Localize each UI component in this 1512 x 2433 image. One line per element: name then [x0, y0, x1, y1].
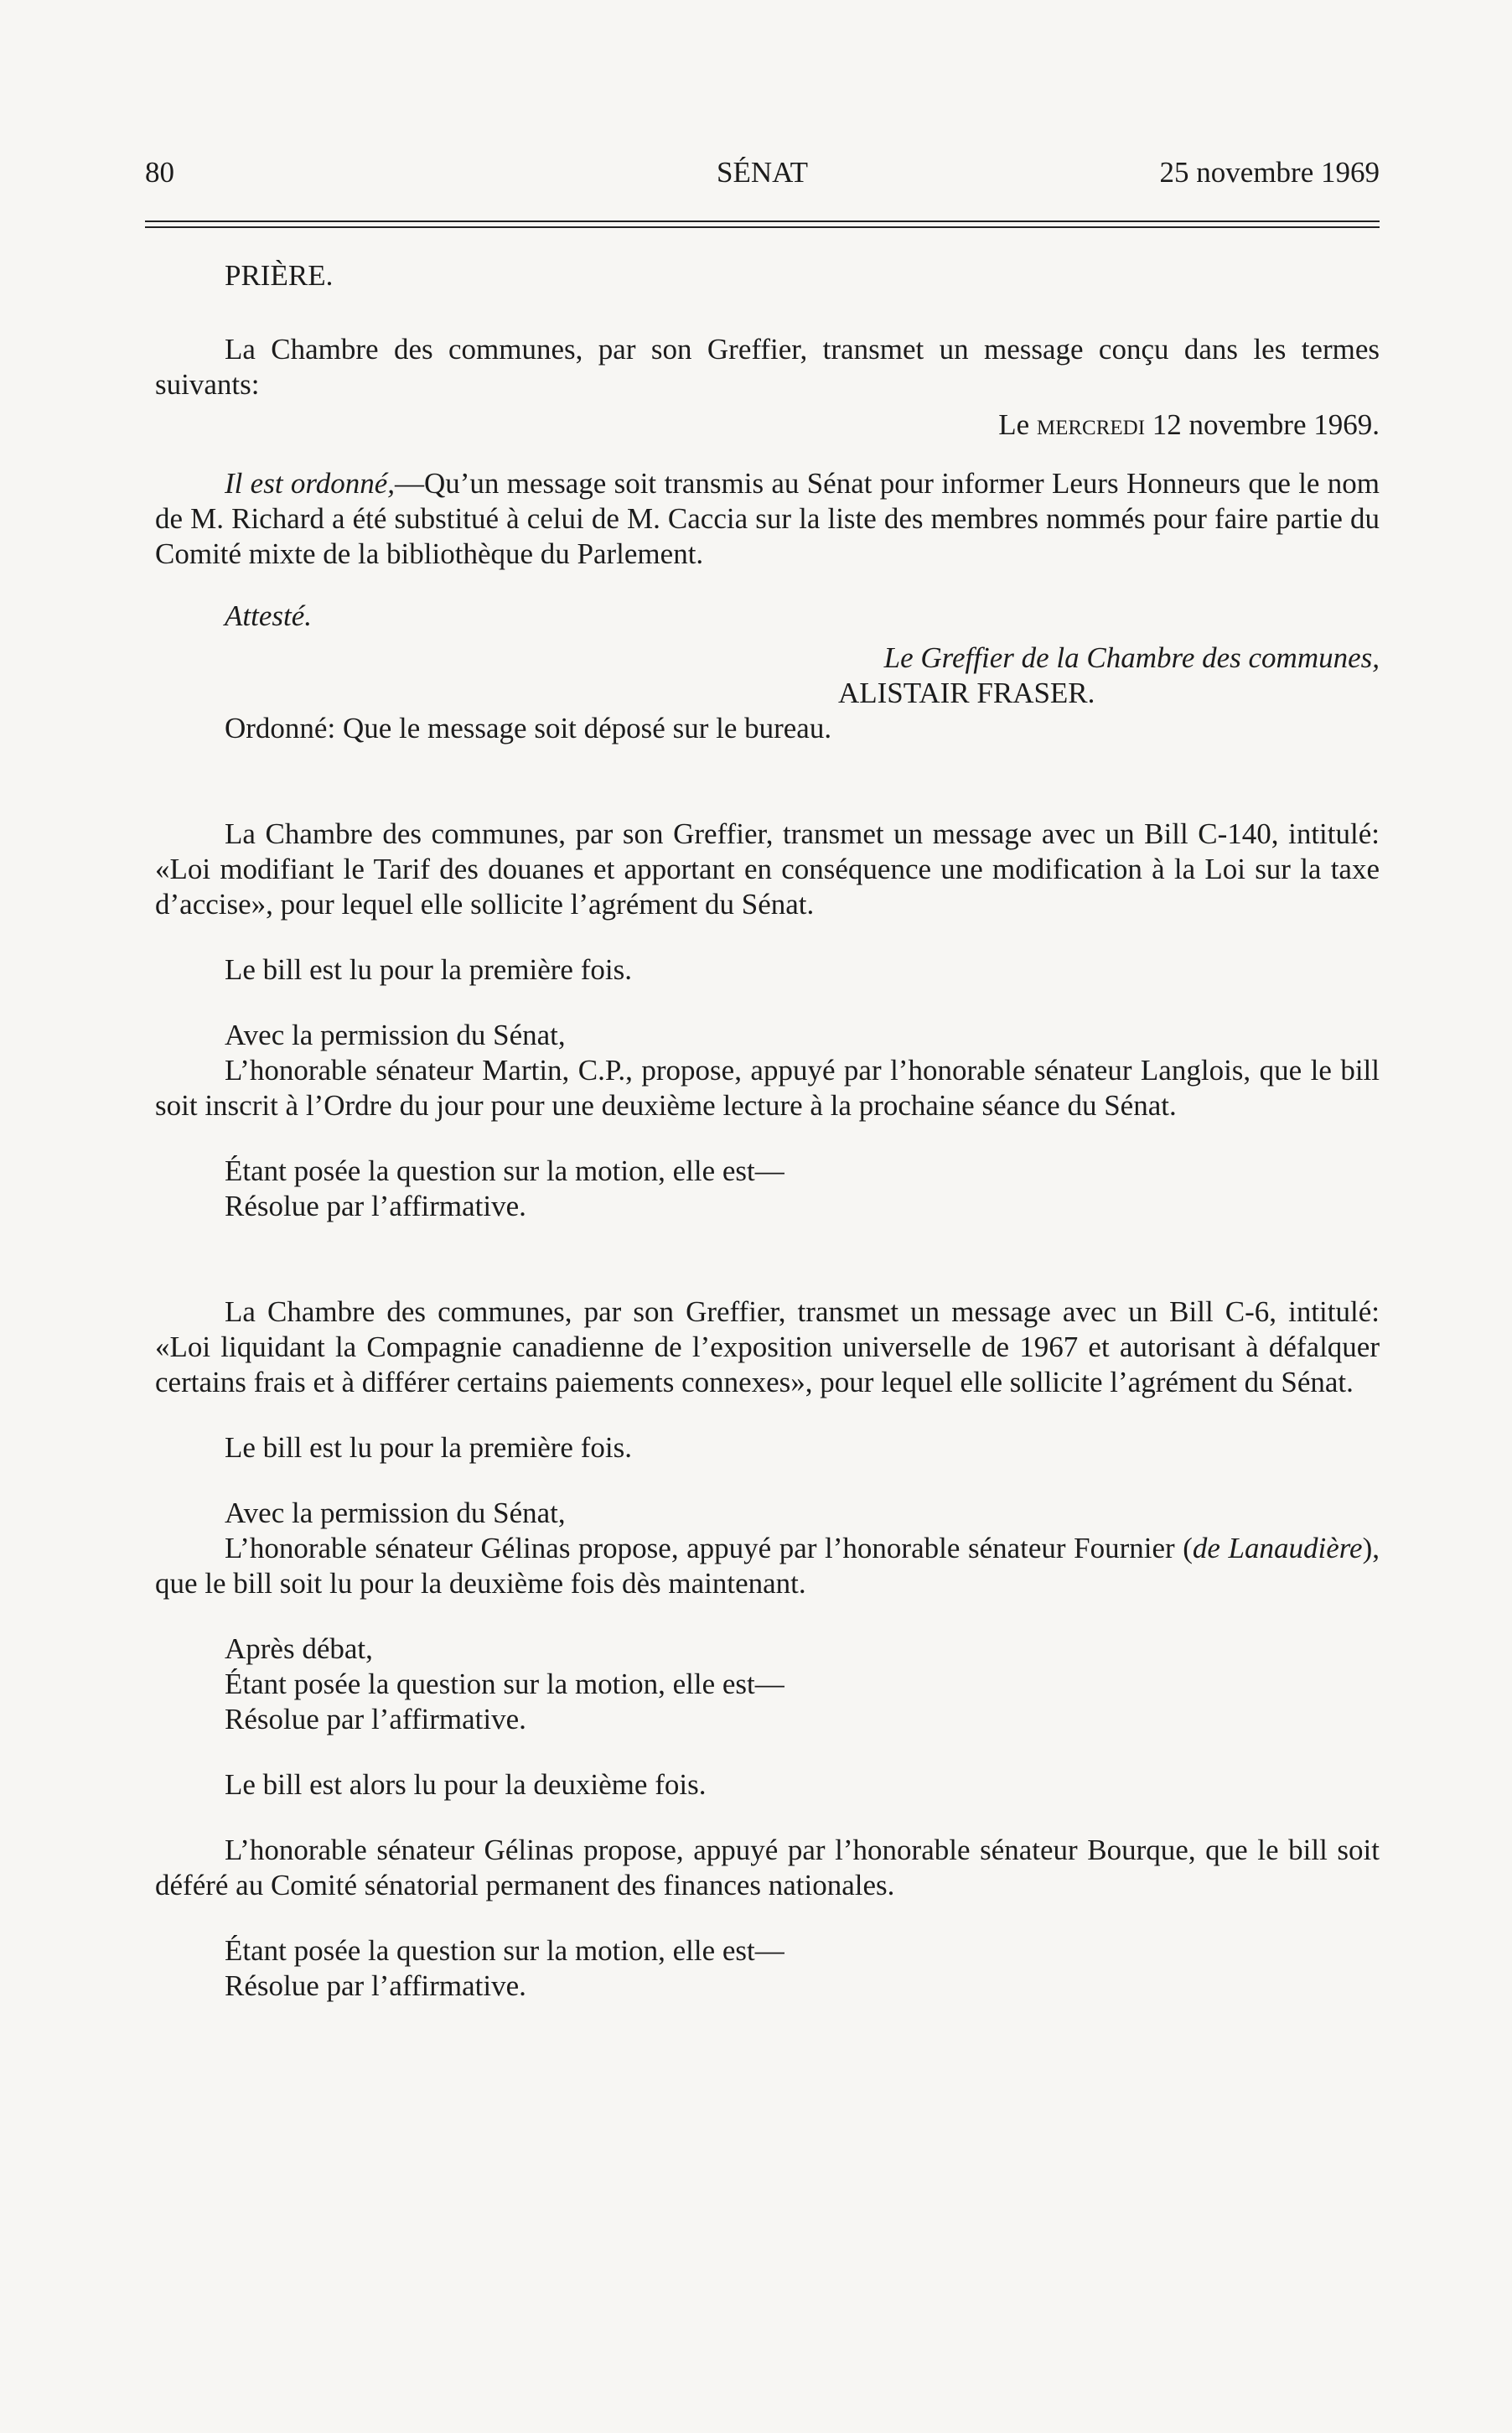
- debate-3: Après débat,: [225, 1632, 373, 1665]
- referral-3: L’honorable sénateur Gélinas propose, appuyé par l’honorable sénateur Bourque, que le bill soit déféré au Comité sénatorial permanent des finances nationales.: [155, 1834, 1380, 1901]
- page-header: [145, 156, 1380, 198]
- permission-2: Avec la permission du Sénat,: [225, 1019, 566, 1051]
- motion-3-text: L’honorable sénateur Gélinas propose, appuyé par l’honorable sénateur Fournier (: [225, 1532, 1193, 1564]
- first-reading-3: Le bill est lu pour la première fois.: [225, 1431, 632, 1464]
- signatory-title: Le Greffier de la Chambre des communes,: [883, 641, 1380, 674]
- first-reading-2: Le bill est lu pour la première fois.: [225, 953, 632, 986]
- message-intro-3: La Chambre des communes, par son Greffier, transmet un message avec un Bill C-6, intitulé: «Loi liquidant la Compagnie canadienne de l’exposition universelle de 1967 et autorisant à défalquer certains frais et à différer certains paiements connexes», pour lequel elle sollicite l’agrément du Sénat.: [155, 1295, 1380, 1398]
- question-4: Étant posée la question sur la motion, elle est—: [225, 1934, 784, 1967]
- message-order: [155, 466, 1380, 572]
- motion-2: L’honorable sénateur Martin, C.P., propose, appuyé par l’honorable sénateur Langlois, que le bill soit inscrit à l’Ordre du jour pour une deuxième lecture à la prochaine séance du Sénat.: [155, 1054, 1380, 1122]
- header-rule-bottom: [145, 226, 1380, 228]
- result-3: Résolue par l’affirmative.: [225, 1703, 526, 1735]
- motion-3-riding: de Lanaudière: [1192, 1532, 1363, 1564]
- message-date-weekday: mercredi: [1036, 408, 1146, 441]
- order-text: —Qu’un message soit transmis au Sénat pour informer Leurs Honneurs que le nom de M. Richard a été substitué à celui de M. Caccia sur la liste des membres nommés pour faire partie du Comité mixte de la bibliothèque du Parlement.: [155, 467, 1380, 570]
- message-date-rest: 12 novembre 1969.: [1145, 408, 1380, 441]
- message-date: [155, 407, 1380, 443]
- signatory-name: ALISTAIR FRASER.: [838, 677, 1095, 709]
- question-3: Étant posée la question sur la motion, elle est—: [225, 1668, 784, 1700]
- section-heading: PRIÈRE.: [225, 259, 334, 292]
- attestation: Attesté.: [225, 599, 312, 632]
- result-2: Résolue par l’affirmative.: [225, 1190, 526, 1222]
- page-number: 80: [145, 156, 174, 189]
- permission-3: Avec la permission du Sénat,: [225, 1497, 566, 1529]
- page-body: [155, 258, 1380, 2004]
- second-reading-3: Le bill est alors lu pour la deuxième fois.: [225, 1768, 707, 1801]
- message-date-prefix: Le: [998, 408, 1037, 441]
- running-date: 25 novembre 1969: [1159, 156, 1380, 189]
- header-rule-top: [145, 220, 1380, 222]
- order-label: Il est ordonné,: [225, 467, 395, 500]
- question-2: Étant posée la question sur la motion, elle est—: [225, 1154, 784, 1187]
- motion-3-text-end: ), que le bill soit lu pour la deuxième fois dès maintenant.: [155, 1532, 1380, 1600]
- motion-3: [155, 1531, 1380, 1601]
- result-4: Résolue par l’affirmative.: [225, 1969, 526, 2002]
- message-intro-1: La Chambre des communes, par son Greffier, transmet un message conçu dans les termes suivants:: [155, 333, 1380, 401]
- order-deposit: Ordonné: Que le message soit déposé sur le bureau.: [225, 712, 832, 744]
- running-title: SÉNAT: [717, 156, 808, 189]
- message-intro-2: La Chambre des communes, par son Greffier, transmet un message avec un Bill C-140, intitulé: «Loi modifiant le Tarif des douanes et apportant en conséquence une modification à la Loi sur la taxe d’accise», pour lequel elle sollicite l’agrément du Sénat.: [155, 817, 1380, 921]
